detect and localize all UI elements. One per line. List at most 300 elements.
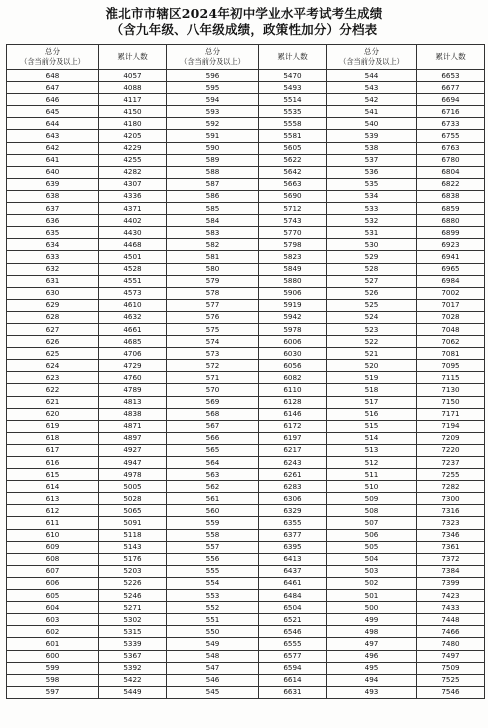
score-cell: 533 <box>327 203 417 215</box>
count-cell: 6984 <box>417 275 485 287</box>
score-cell: 556 <box>167 553 259 565</box>
score-cell: 608 <box>7 553 99 565</box>
count-cell: 6755 <box>417 130 485 142</box>
count-cell: 6822 <box>417 178 485 190</box>
score-cell: 574 <box>167 336 259 348</box>
count-cell: 5143 <box>99 541 167 553</box>
header-score-label: 总分 <box>44 47 61 56</box>
score-cell: 494 <box>327 674 417 686</box>
table-row <box>7 94 485 106</box>
count-cell: 7209 <box>417 432 485 444</box>
header-score-label: 总分 <box>363 47 380 56</box>
table-row <box>7 348 485 360</box>
score-cell: 622 <box>7 384 99 396</box>
count-cell: 5880 <box>259 275 327 287</box>
count-cell: 4760 <box>99 372 167 384</box>
table-row <box>7 251 485 263</box>
count-cell: 4871 <box>99 420 167 432</box>
table-row <box>7 444 485 456</box>
score-cell: 493 <box>327 686 417 698</box>
score-cell: 549 <box>167 638 259 650</box>
table-row <box>7 239 485 251</box>
count-cell: 7433 <box>417 602 485 614</box>
count-cell: 4551 <box>99 275 167 287</box>
count-cell: 7323 <box>417 517 485 529</box>
count-cell: 7130 <box>417 384 485 396</box>
count-cell: 4501 <box>99 251 167 263</box>
count-cell: 6941 <box>417 251 485 263</box>
count-cell: 4897 <box>99 432 167 444</box>
count-cell: 5302 <box>99 614 167 626</box>
table-row <box>7 408 485 420</box>
score-cell: 562 <box>167 481 259 493</box>
table-row <box>7 686 485 698</box>
score-cell: 551 <box>167 614 259 626</box>
score-cell: 496 <box>327 650 417 662</box>
header-count-3: 累计人数 <box>417 45 485 70</box>
count-cell: 4685 <box>99 336 167 348</box>
score-cell: 506 <box>327 529 417 541</box>
score-cell: 526 <box>327 287 417 299</box>
score-cell: 555 <box>167 565 259 577</box>
score-cell: 552 <box>167 602 259 614</box>
count-cell: 6838 <box>417 190 485 202</box>
table-row <box>7 154 485 166</box>
score-cell: 568 <box>167 408 259 420</box>
score-cell: 616 <box>7 457 99 469</box>
count-cell: 5091 <box>99 517 167 529</box>
table-row <box>7 614 485 626</box>
table-row <box>7 360 485 372</box>
score-cell: 519 <box>327 372 417 384</box>
table-row <box>7 674 485 686</box>
score-cell: 559 <box>167 517 259 529</box>
count-cell: 5906 <box>259 287 327 299</box>
table-row <box>7 215 485 227</box>
score-cell: 594 <box>167 94 259 106</box>
count-cell: 6577 <box>259 650 327 662</box>
table-body <box>7 70 485 699</box>
count-cell: 6631 <box>259 686 327 698</box>
header-score-sublabel: （含当前分及以上） <box>20 57 85 66</box>
score-cell: 564 <box>167 457 259 469</box>
score-cell: 588 <box>167 166 259 178</box>
score-cell: 576 <box>167 311 259 323</box>
count-cell: 6146 <box>259 408 327 420</box>
score-cell: 515 <box>327 420 417 432</box>
score-cell: 626 <box>7 336 99 348</box>
score-cell: 532 <box>327 215 417 227</box>
count-cell: 7480 <box>417 638 485 650</box>
count-cell: 7300 <box>417 493 485 505</box>
score-cell: 566 <box>167 432 259 444</box>
count-cell: 6217 <box>259 444 327 456</box>
score-cell: 603 <box>7 614 99 626</box>
table-row <box>7 577 485 589</box>
score-cell: 528 <box>327 263 417 275</box>
score-cell: 541 <box>327 106 417 118</box>
count-cell: 7372 <box>417 553 485 565</box>
count-cell: 4927 <box>99 444 167 456</box>
score-cell: 547 <box>167 662 259 674</box>
table-row <box>7 553 485 565</box>
table-row <box>7 420 485 432</box>
score-cell: 579 <box>167 275 259 287</box>
score-cell: 544 <box>327 70 417 82</box>
count-cell: 6461 <box>259 577 327 589</box>
count-cell: 4088 <box>99 82 167 94</box>
score-cell: 602 <box>7 626 99 638</box>
count-cell: 7255 <box>417 469 485 481</box>
score-cell: 512 <box>327 457 417 469</box>
count-cell: 4255 <box>99 154 167 166</box>
score-cell: 497 <box>327 638 417 650</box>
score-cell: 631 <box>7 275 99 287</box>
score-cell: 628 <box>7 311 99 323</box>
score-cell: 525 <box>327 299 417 311</box>
count-cell: 7220 <box>417 444 485 456</box>
count-cell: 7384 <box>417 565 485 577</box>
count-cell: 5226 <box>99 577 167 589</box>
score-cell: 639 <box>7 178 99 190</box>
count-cell: 5690 <box>259 190 327 202</box>
count-cell: 5919 <box>259 299 327 311</box>
score-cell: 575 <box>167 323 259 335</box>
count-cell: 4282 <box>99 166 167 178</box>
count-cell: 6261 <box>259 469 327 481</box>
count-cell: 5743 <box>259 215 327 227</box>
score-cell: 503 <box>327 565 417 577</box>
count-cell: 4402 <box>99 215 167 227</box>
count-cell: 5493 <box>259 82 327 94</box>
count-cell: 5449 <box>99 686 167 698</box>
score-cell: 570 <box>167 384 259 396</box>
score-cell: 640 <box>7 166 99 178</box>
table-row <box>7 469 485 481</box>
score-cell: 593 <box>167 106 259 118</box>
count-cell: 7115 <box>417 372 485 384</box>
table-row <box>7 481 485 493</box>
count-cell: 7448 <box>417 614 485 626</box>
count-cell: 6694 <box>417 94 485 106</box>
score-cell: 520 <box>327 360 417 372</box>
score-cell: 618 <box>7 432 99 444</box>
count-cell: 5392 <box>99 662 167 674</box>
table-row <box>7 70 485 82</box>
count-cell: 7346 <box>417 529 485 541</box>
count-cell: 6899 <box>417 227 485 239</box>
count-cell: 7017 <box>417 299 485 311</box>
score-cell: 589 <box>167 154 259 166</box>
count-cell: 4307 <box>99 178 167 190</box>
count-cell: 4610 <box>99 299 167 311</box>
score-cell: 582 <box>167 239 259 251</box>
score-cell: 522 <box>327 336 417 348</box>
count-cell: 6082 <box>259 372 327 384</box>
count-cell: 4706 <box>99 348 167 360</box>
count-cell: 6395 <box>259 541 327 553</box>
count-cell: 4978 <box>99 469 167 481</box>
score-cell: 633 <box>7 251 99 263</box>
score-cell: 600 <box>7 650 99 662</box>
score-cell: 495 <box>327 662 417 674</box>
count-cell: 6555 <box>259 638 327 650</box>
count-cell: 4430 <box>99 227 167 239</box>
count-cell: 7282 <box>417 481 485 493</box>
count-cell: 6355 <box>259 517 327 529</box>
count-cell: 6546 <box>259 626 327 638</box>
score-cell: 609 <box>7 541 99 553</box>
count-cell: 4573 <box>99 287 167 299</box>
score-cell: 619 <box>7 420 99 432</box>
document-title <box>0 0 488 38</box>
score-cell: 509 <box>327 493 417 505</box>
count-cell: 4057 <box>99 70 167 82</box>
score-cell: 583 <box>167 227 259 239</box>
header-score-3 <box>327 45 417 70</box>
score-cell: 625 <box>7 348 99 360</box>
count-cell: 6614 <box>259 674 327 686</box>
score-cell: 538 <box>327 142 417 154</box>
count-cell: 6859 <box>417 203 485 215</box>
table-row <box>7 626 485 638</box>
score-cell: 610 <box>7 529 99 541</box>
score-cell: 596 <box>167 70 259 82</box>
table-row <box>7 299 485 311</box>
table-row <box>7 287 485 299</box>
table-row <box>7 638 485 650</box>
score-cell: 629 <box>7 299 99 311</box>
score-cell: 612 <box>7 505 99 517</box>
count-cell: 5203 <box>99 565 167 577</box>
table-row <box>7 311 485 323</box>
count-cell: 7497 <box>417 650 485 662</box>
score-cell: 546 <box>167 674 259 686</box>
score-cell: 641 <box>7 154 99 166</box>
count-cell: 4371 <box>99 203 167 215</box>
count-cell: 4336 <box>99 190 167 202</box>
count-cell: 5712 <box>259 203 327 215</box>
score-cell: 573 <box>167 348 259 360</box>
count-cell: 7237 <box>417 457 485 469</box>
table-row <box>7 82 485 94</box>
count-cell: 4468 <box>99 239 167 251</box>
count-cell: 6437 <box>259 565 327 577</box>
score-cell: 643 <box>7 130 99 142</box>
score-cell: 647 <box>7 82 99 94</box>
count-cell: 6484 <box>259 590 327 602</box>
count-cell: 5470 <box>259 70 327 82</box>
title-line-1: 淮北市市辖区2024年初中学业水平考试考生成绩 <box>105 6 383 21</box>
table-row <box>7 457 485 469</box>
score-cell: 614 <box>7 481 99 493</box>
count-cell: 5849 <box>259 263 327 275</box>
score-cell: 498 <box>327 626 417 638</box>
count-cell: 7028 <box>417 311 485 323</box>
count-cell: 4117 <box>99 94 167 106</box>
score-cell: 504 <box>327 553 417 565</box>
score-cell: 590 <box>167 142 259 154</box>
score-cell: 561 <box>167 493 259 505</box>
score-cell: 620 <box>7 408 99 420</box>
count-cell: 4150 <box>99 106 167 118</box>
score-cell: 586 <box>167 190 259 202</box>
header-score-1 <box>7 45 99 70</box>
table-row <box>7 336 485 348</box>
table-row <box>7 517 485 529</box>
score-cell: 524 <box>327 311 417 323</box>
count-cell: 7194 <box>417 420 485 432</box>
score-cell: 540 <box>327 118 417 130</box>
score-cell: 518 <box>327 384 417 396</box>
table-row <box>7 130 485 142</box>
table-row <box>7 432 485 444</box>
count-cell: 5663 <box>259 178 327 190</box>
score-cell: 623 <box>7 372 99 384</box>
score-cell: 584 <box>167 215 259 227</box>
count-cell: 6521 <box>259 614 327 626</box>
score-cell: 607 <box>7 565 99 577</box>
count-cell: 7171 <box>417 408 485 420</box>
table-row <box>7 118 485 130</box>
count-cell: 7466 <box>417 626 485 638</box>
score-cell: 638 <box>7 190 99 202</box>
count-cell: 4632 <box>99 311 167 323</box>
score-cell: 543 <box>327 82 417 94</box>
score-cell: 613 <box>7 493 99 505</box>
count-cell: 4838 <box>99 408 167 420</box>
count-cell: 6504 <box>259 602 327 614</box>
count-cell: 6733 <box>417 118 485 130</box>
count-cell: 5581 <box>259 130 327 142</box>
count-cell: 4729 <box>99 360 167 372</box>
score-cell: 648 <box>7 70 99 82</box>
table-row <box>7 396 485 408</box>
count-cell: 5514 <box>259 94 327 106</box>
table-row <box>7 166 485 178</box>
count-cell: 4661 <box>99 323 167 335</box>
score-cell: 630 <box>7 287 99 299</box>
table-row <box>7 662 485 674</box>
count-cell: 5823 <box>259 251 327 263</box>
count-cell: 7423 <box>417 590 485 602</box>
count-cell: 6965 <box>417 263 485 275</box>
count-cell: 5770 <box>259 227 327 239</box>
score-cell: 514 <box>327 432 417 444</box>
count-cell: 7062 <box>417 336 485 348</box>
score-cell: 645 <box>7 106 99 118</box>
score-cell: 591 <box>167 130 259 142</box>
score-cell: 587 <box>167 178 259 190</box>
score-cell: 508 <box>327 505 417 517</box>
score-cell: 635 <box>7 227 99 239</box>
count-cell: 5642 <box>259 166 327 178</box>
score-cell: 529 <box>327 251 417 263</box>
score-cell: 542 <box>327 94 417 106</box>
header-score-sublabel: （含当前分及以上） <box>339 57 404 66</box>
count-cell: 5622 <box>259 154 327 166</box>
score-cell: 550 <box>167 626 259 638</box>
score-cell: 517 <box>327 396 417 408</box>
score-cell: 500 <box>327 602 417 614</box>
score-cell: 537 <box>327 154 417 166</box>
score-cell: 553 <box>167 590 259 602</box>
score-cell: 513 <box>327 444 417 456</box>
score-cell: 615 <box>7 469 99 481</box>
score-cell: 563 <box>167 469 259 481</box>
header-count-2: 累计人数 <box>259 45 327 70</box>
score-cell: 499 <box>327 614 417 626</box>
count-cell: 5535 <box>259 106 327 118</box>
score-cell: 560 <box>167 505 259 517</box>
count-cell: 5422 <box>99 674 167 686</box>
count-cell: 5005 <box>99 481 167 493</box>
score-cell: 634 <box>7 239 99 251</box>
count-cell: 7525 <box>417 674 485 686</box>
score-cell: 642 <box>7 142 99 154</box>
score-cell: 523 <box>327 323 417 335</box>
score-cell: 527 <box>327 275 417 287</box>
score-cell: 534 <box>327 190 417 202</box>
count-cell: 6804 <box>417 166 485 178</box>
count-cell: 7361 <box>417 541 485 553</box>
score-cell: 624 <box>7 360 99 372</box>
count-cell: 6677 <box>417 82 485 94</box>
table-row <box>7 590 485 602</box>
score-cell: 644 <box>7 118 99 130</box>
header-count-1: 累计人数 <box>99 45 167 70</box>
score-cell: 646 <box>7 94 99 106</box>
table-row <box>7 203 485 215</box>
count-cell: 7399 <box>417 577 485 589</box>
count-cell: 4229 <box>99 142 167 154</box>
count-cell: 6923 <box>417 239 485 251</box>
score-cell: 637 <box>7 203 99 215</box>
score-cell: 507 <box>327 517 417 529</box>
score-cell: 569 <box>167 396 259 408</box>
score-cell: 580 <box>167 263 259 275</box>
count-cell: 5558 <box>259 118 327 130</box>
count-cell: 7081 <box>417 348 485 360</box>
score-cell: 578 <box>167 287 259 299</box>
table-row <box>7 541 485 553</box>
score-cell: 502 <box>327 577 417 589</box>
score-cell: 592 <box>167 118 259 130</box>
score-cell: 567 <box>167 420 259 432</box>
score-cell: 565 <box>167 444 259 456</box>
count-cell: 6780 <box>417 154 485 166</box>
count-cell: 4947 <box>99 457 167 469</box>
score-cell: 557 <box>167 541 259 553</box>
score-cell: 606 <box>7 577 99 589</box>
score-cell: 510 <box>327 481 417 493</box>
count-cell: 6056 <box>259 360 327 372</box>
count-cell: 5065 <box>99 505 167 517</box>
count-cell: 6653 <box>417 70 485 82</box>
count-cell: 6110 <box>259 384 327 396</box>
table-header-row <box>7 45 485 70</box>
table-row <box>7 493 485 505</box>
score-cell: 632 <box>7 263 99 275</box>
header-score-2 <box>167 45 259 70</box>
count-cell: 5978 <box>259 323 327 335</box>
table-row <box>7 263 485 275</box>
count-cell: 7546 <box>417 686 485 698</box>
score-cell: 581 <box>167 251 259 263</box>
count-cell: 6172 <box>259 420 327 432</box>
score-cell: 598 <box>7 674 99 686</box>
table-row <box>7 275 485 287</box>
